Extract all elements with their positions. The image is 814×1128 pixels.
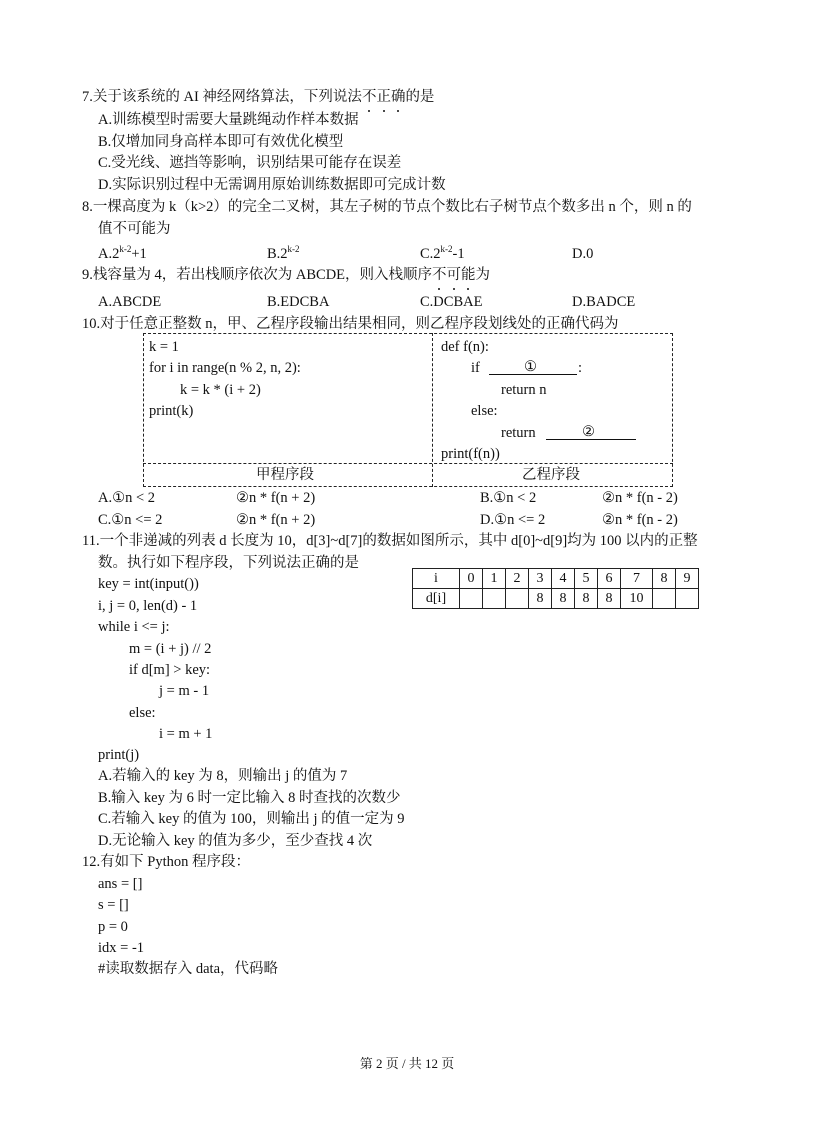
q12-code-line4: idx = -1 [98,940,145,956]
q11-stem-line2: 数。执行如下程序段，下列说法正确的是 [98,555,359,571]
q12-code-line3: p = 0 [98,919,128,935]
q10-b-print: print(f(n)) [441,446,500,462]
table-cell: d[i] [413,589,460,609]
q11-code-line1: key = int(input()) [98,576,199,592]
q9-option-d: D.BADCE [572,294,636,310]
q10-label-b: 乙程序段 [522,467,580,483]
q10-option-c-part2: ②n * f(n + 2) [236,512,316,528]
q10-option-a-part1: A.①n < 2 [98,490,156,506]
q8-option-a: $A.2^{k-2}+1$ [98,244,147,262]
q10-b-if: if [471,360,480,376]
q9-option-a: A.ABCDE [98,294,162,310]
q8-stem-line2: 值不可能为 [98,221,171,237]
table-cell [506,589,529,609]
table-cell [483,589,506,609]
q12-code-line5: #读取数据存入 data，代码略 [98,961,279,977]
q11-code-line9: print(j) [98,747,140,763]
q10-option-b-part2: ②n * f(n - 2) [602,490,678,506]
q7-option-a: A.训练模型时需要大量跳绳动作样本数据 [98,112,359,128]
q7-option-c: C.受光线、遮挡等影响，识别结果可能存在误差 [98,155,402,171]
q11-code-line5: if d[m] > key: [129,662,211,678]
q10-a-line3: k = k * (i + 2) [180,382,261,398]
q11-code-line8: i = m + 1 [159,726,213,742]
table-row [413,589,699,609]
table-cell: 8 [552,589,575,609]
q10-b-else: else: [471,403,498,419]
q8-stem-line1: 8.一棵高度为 k（k>2）的完全二叉树，其左子树的节点个数比右子树节点个数多出 n 个，则 n 的 [82,199,692,215]
q7-option-d: D.实际识别过程中无需调用原始训练数据即可完成计数 [98,177,446,193]
q10-b-return: return [501,425,536,441]
table-cell: i [413,569,460,589]
q11-data-table [412,568,699,609]
q10-a-line4: print(k) [149,403,194,419]
table-cell: 3 [529,569,552,589]
table-cell: 0 [460,569,483,589]
q11-option-c: C.若输入 key 的值为 100，则输出 j 的值一定为 9 [98,811,405,827]
q10-label-divider [143,463,673,464]
q7-stem: 7.关于该系统的 AI 神经网络算法，下列说法不正确的是 [82,89,435,105]
q9-stem: 9.栈容量为 4，若出栈顺序依次为 ABCDE，则入栈顺序不可能为 [82,267,491,283]
q11-code-line7: else: [129,705,156,721]
q10-b-return-n: return n [501,382,547,398]
q12-code-line1: ans = [] [98,876,143,892]
q10-option-b-part1: B.①n < 2 [480,490,537,506]
q11-option-b: B.输入 key 为 6 时一定比输入 8 时查找的次数少 [98,790,401,806]
q10-blank1-label: ① [524,359,537,375]
q10-a-line2: for i in range(n % 2, n, 2): [149,360,301,376]
q12-stem: 12.有如下 Python 程序段： [82,854,250,870]
table-cell: 6 [598,569,621,589]
q8-option-c: C.2$^{k-2}$-1 [420,244,465,262]
table-cell: 1 [483,569,506,589]
table-cell: 8 [598,589,621,609]
q8-option-b: B.2$^{k-2}$ [267,244,300,262]
q7-option-b: B.仅增加同身高样本即可有效优化模型 [98,134,344,150]
table-cell: 2 [506,569,529,589]
table-cell [676,589,699,609]
table-cell: 4 [552,569,575,589]
q10-label-a: 甲程序段 [256,467,314,483]
table-cell: 7 [621,569,653,589]
table-cell: 9 [676,569,699,589]
q11-code-line3: while i <= j: [98,619,170,635]
q10-option-c-part1: C.①n <= 2 [98,512,163,528]
q12-code-line2: s = [] [98,897,129,913]
q11-option-d: D.无论输入 key 的值为多少，至少查找 4 次 [98,833,373,849]
table-cell: 8 [529,589,552,609]
page-number-footer: 第 2 页 / 共 12 页 [359,1056,455,1071]
q10-stem: 10.对于任意正整数 n，甲、乙程序段输出结果相同，则乙程序段划线处的正确代码为 [82,316,619,332]
q11-code-line6: j = m - 1 [159,683,210,699]
q11-code-line2: i, j = 0, len(d) - 1 [98,598,198,614]
table-cell [460,589,483,609]
table-cell [653,589,676,609]
table-row [413,569,699,589]
q8-option-d: D.0 [572,246,594,262]
q9-option-c: C.DCBAE [420,294,483,310]
q10-option-a-part2: ②n * f(n + 2) [236,490,316,506]
q10-b-def: def f(n): [441,339,489,355]
q10-blank2-label: ② [582,424,595,440]
q10-a-line1: k = 1 [149,339,179,355]
q11-option-a: A.若输入的 key 为 8，则输出 j 的值为 7 [98,768,348,784]
table-cell: 10 [621,589,653,609]
q10-option-d-part2: ②n * f(n - 2) [602,512,678,528]
q11-stem-line1: 11.一个非递减的列表 d 长度为 10，d[3]~d[7]的数据如图所示，其中 d[0]~d[9]均为 100 以内的正整 [82,533,698,549]
q11-code-line4: m = (i + j) // 2 [129,641,212,657]
table-cell: 8 [575,589,598,609]
q9-option-b: B.EDCBA [267,294,330,310]
table-cell: 8 [653,569,676,589]
q10-b-colon: : [578,360,583,376]
q10-option-d-part1: D.①n <= 2 [480,512,546,528]
table-cell: 5 [575,569,598,589]
